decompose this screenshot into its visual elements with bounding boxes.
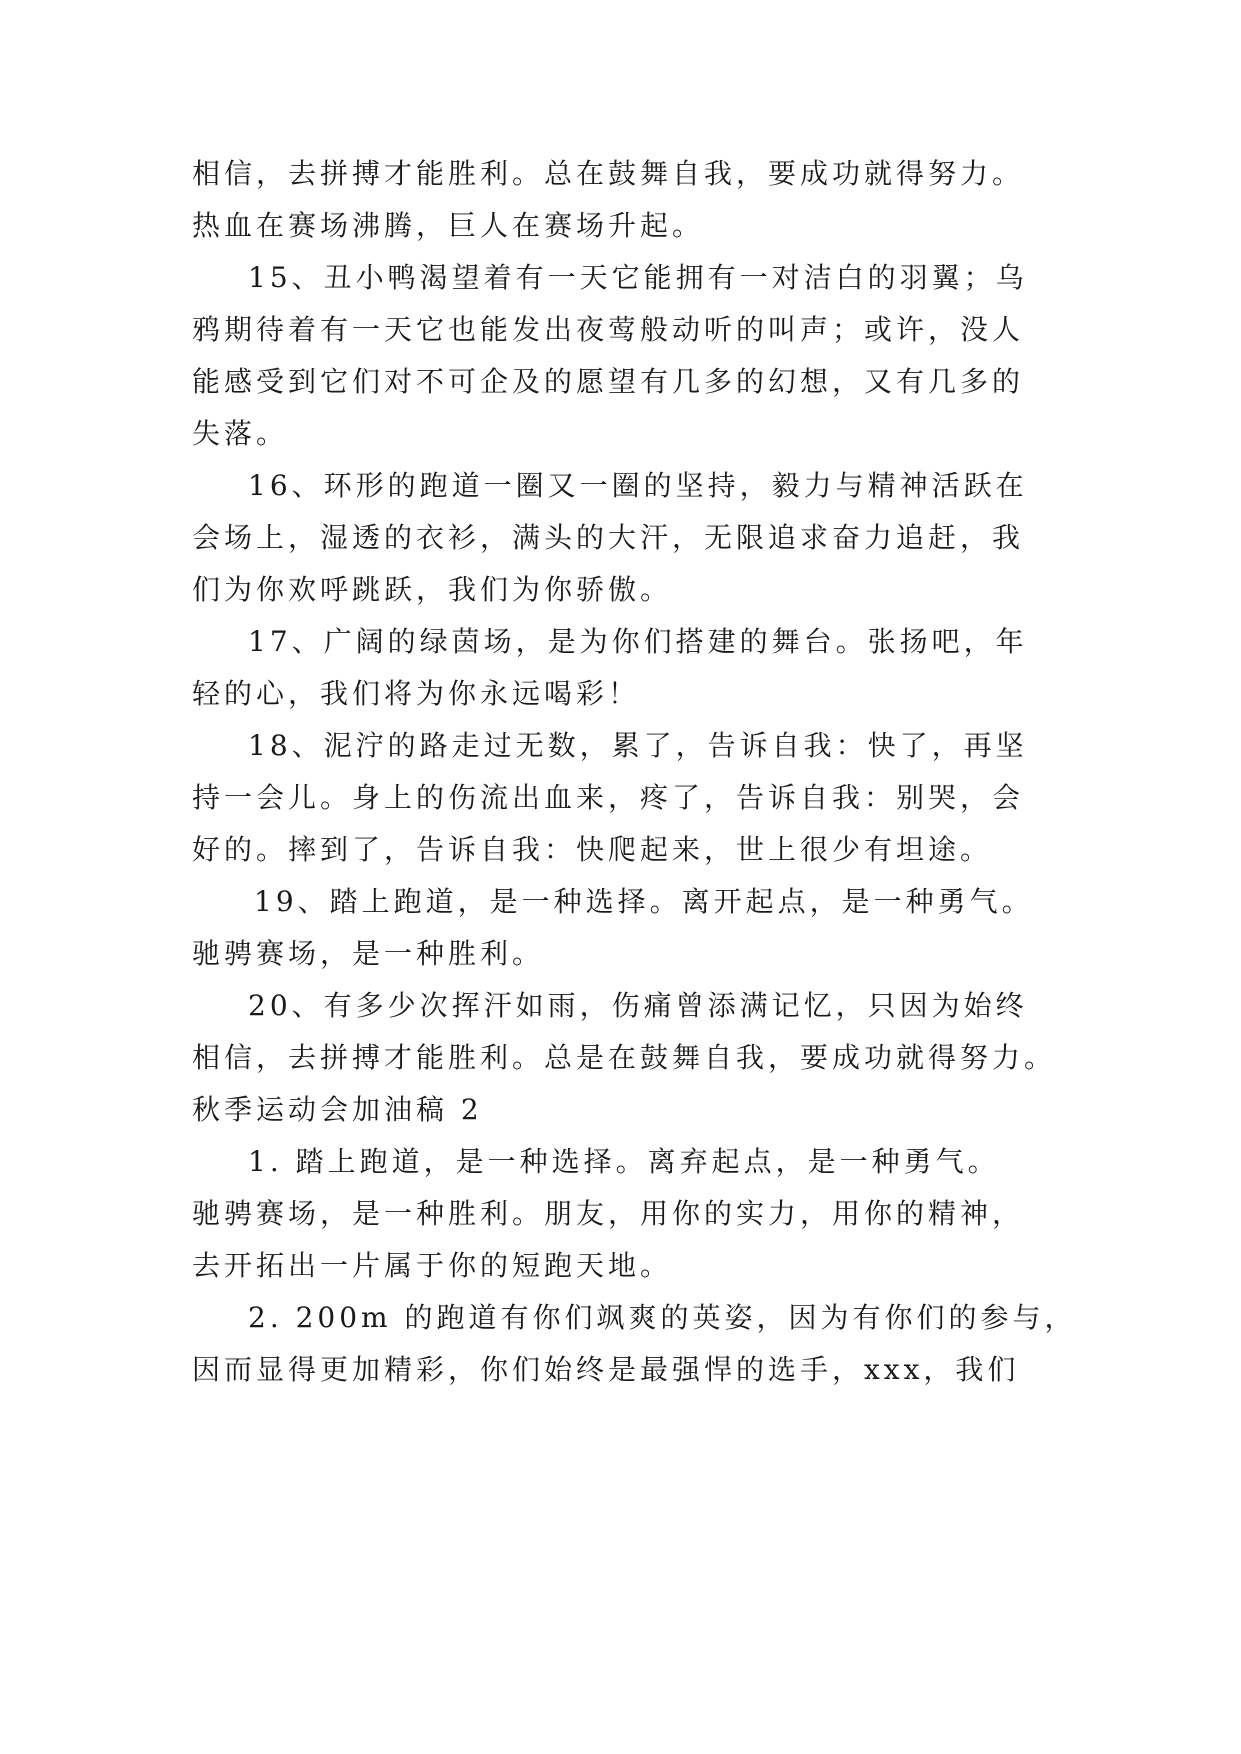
text-line: 失落。 [192,417,289,450]
item-1-start: 1. 踏上跑道，是一种选择。离弃起点，是一种勇气。 [248,1145,1000,1178]
text-line: 驰骋赛场，是一种胜利。 [192,937,545,970]
section-heading: 秋季运动会加油稿 2 [192,1093,483,1126]
text-line: 鸦期待着有一天它也能发出夜莺般动听的叫声；或许，没人 [192,313,1025,346]
paragraph-15-start: 15、丑小鸭渴望着有一天它能拥有一对洁白的羽翼；乌 [248,261,1028,294]
text-line: 好的。摔到了，告诉自我：快爬起来，世上很少有坦途。 [192,833,993,866]
text-line: 相信，去拼搏才能胜利。总是在鼓舞自我，要成功就得努力。 [192,1041,1057,1074]
text-line: 能感受到它们对不可企及的愿望有几多的幻想，又有几多的 [192,365,1025,398]
text-line: 们为你欢呼跳跃，我们为你骄傲。 [192,573,673,606]
paragraph-18-start: 18、泥泞的路走过无数，累了，告诉自我：快了，再坚 [248,729,1028,762]
text-line: 因而显得更加精彩，你们始终是最强悍的选手，xxx，我们 [192,1353,1020,1386]
text-line: 会场上，湿透的衣衫，满头的大汗，无限追求奋力追赶，我 [192,521,1025,554]
text-line: 驰骋赛场，是一种胜利。朋友，用你的实力，用你的精神， [192,1197,1025,1230]
text-line: 热血在赛场沸腾，巨人在赛场升起。 [192,209,705,242]
text-line: 相信，去拼搏才能胜利。总在鼓舞自我，要成功就得努力。 [192,157,1025,190]
paragraph-16-start: 16、环形的跑道一圈又一圈的坚持，毅力与精神活跃在 [248,469,1028,502]
text-line: 持一会儿。身上的伤流出血来，疼了，告诉自我：别哭，会 [192,781,1025,814]
text-line: 轻的心，我们将为你永远喝彩！ [192,677,641,710]
text-line: 去开拓出一片属于你的短跑天地。 [192,1249,673,1282]
paragraph-19-start: 19、踏上跑道，是一种选择。离开起点，是一种勇气。 [254,885,1034,918]
item-2-start: 2. 200m 的跑道有你们飒爽的英姿，因为有你们的参与， [248,1301,1077,1334]
paragraph-17-start: 17、广阔的绿茵场，是为你们搭建的舞台。张扬吧，年 [248,625,1028,658]
paragraph-20-start: 20、有多少次挥汗如雨，伤痛曾添满记忆，只因为始终 [248,989,1028,1022]
